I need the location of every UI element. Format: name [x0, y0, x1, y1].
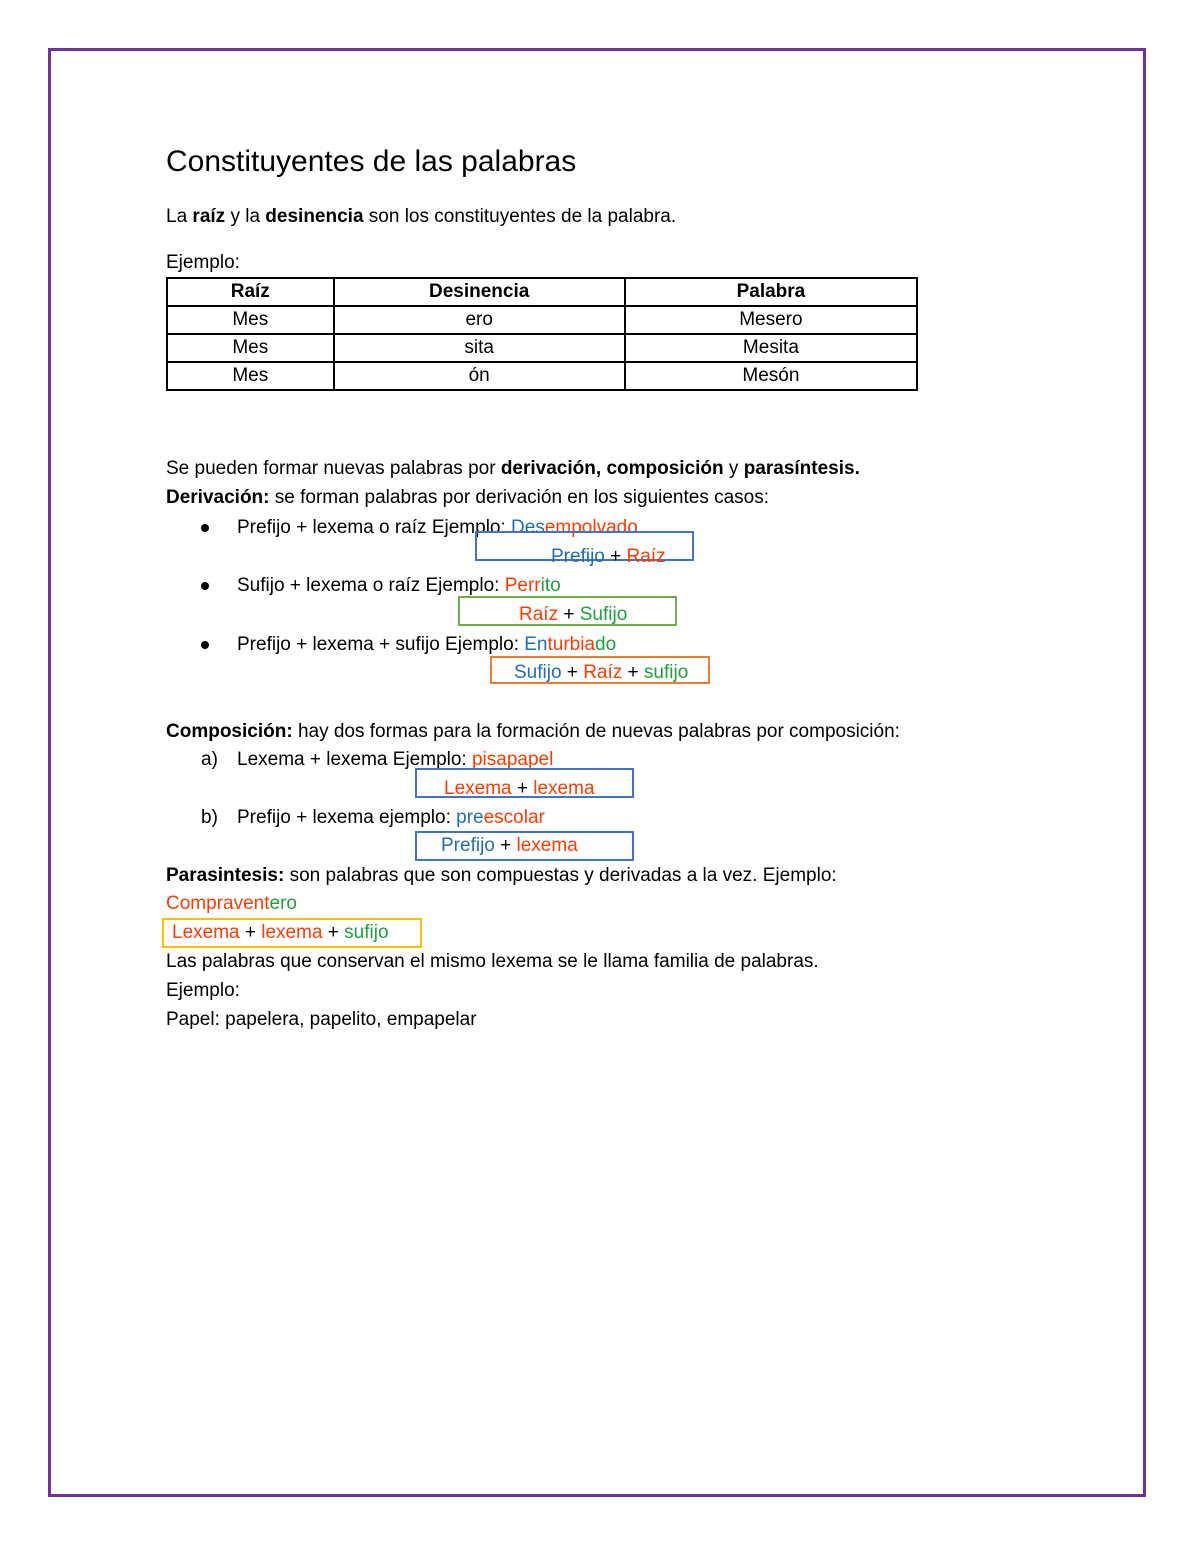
formation-paragraph: Se pueden formar nuevas palabras por derivación, composición y parasíntesis. — [166, 458, 860, 479]
table-cell: Mesero — [625, 306, 917, 334]
table-cell: Mes — [167, 334, 334, 362]
composition-item-a-marker: a) — [201, 749, 218, 770]
derivation-case-3-box-label: Sufijo + Raíz + sufijo — [514, 662, 689, 683]
ejemplo-label: Ejemplo: — [166, 252, 240, 273]
parasintesis-paragraph: Parasintesis: son palabras que son compuestas y derivadas a la vez. Ejemplo: — [166, 865, 837, 886]
table-cell: ero — [334, 306, 625, 334]
familia-ejemplo-label: Ejemplo: — [166, 980, 240, 1001]
parasintesis-box-label: Lexema + lexema + sufijo — [172, 922, 389, 943]
derivation-case-1-box-label: Prefijo + Raíz — [551, 546, 666, 567]
composicion-paragraph: Composición: hay dos formas para la formación de nuevas palabras por composición: — [166, 721, 900, 742]
intro-paragraph: La raíz y la desinencia son los constituyentes de la palabra. — [166, 206, 677, 227]
page-title: Constituyentes de las palabras — [166, 145, 577, 178]
table-row — [167, 306, 917, 334]
table-row — [167, 362, 917, 390]
composition-item-a-box-label: Lexema + lexema — [444, 778, 595, 799]
constituents-table — [166, 277, 918, 391]
bullet-icon — [201, 524, 209, 532]
table-header-cell: Desinencia — [334, 278, 625, 306]
table-cell: Mesita — [625, 334, 917, 362]
table-cell: sita — [334, 334, 625, 362]
table-header-cell: Palabra — [625, 278, 917, 306]
bullet-icon — [201, 582, 209, 590]
composition-item-a: Lexema + lexema Ejemplo: pisapapel — [237, 749, 554, 770]
bullet-icon — [201, 641, 209, 649]
table-cell: Mes — [167, 306, 334, 334]
composition-item-b-marker: b) — [201, 807, 218, 828]
derivation-case-3: Prefijo + lexema + sufijo Ejemplo: Enturbiado — [237, 634, 617, 655]
composition-item-b-box-label: Prefijo + lexema — [441, 835, 578, 856]
table-cell: Mes — [167, 362, 334, 390]
derivacion-paragraph: Derivación: se forman palabras por derivación en los siguientes casos: — [166, 487, 770, 508]
table-header-row — [167, 278, 917, 306]
familia-paragraph: Las palabras que conservan el mismo lexema se le llama familia de palabras. — [166, 951, 819, 972]
parasintesis-example-word: Compraventero — [166, 893, 297, 914]
table-header-cell: Raíz — [167, 278, 334, 306]
derivation-case-1: Prefijo + lexema o raíz Ejemplo: Desempolvado — [237, 517, 638, 538]
familia-example-line: Papel: papelera, papelito, empapelar — [166, 1009, 477, 1030]
derivation-case-2-box-label: Raíz + Sufijo — [519, 604, 628, 625]
table-cell: ón — [334, 362, 625, 390]
table-cell: Mesón — [625, 362, 917, 390]
derivation-case-2: Sufijo + lexema o raíz Ejemplo: Perrito — [237, 575, 561, 596]
composition-item-b: Prefijo + lexema ejemplo: preescolar — [237, 807, 545, 828]
table-row — [167, 334, 917, 362]
